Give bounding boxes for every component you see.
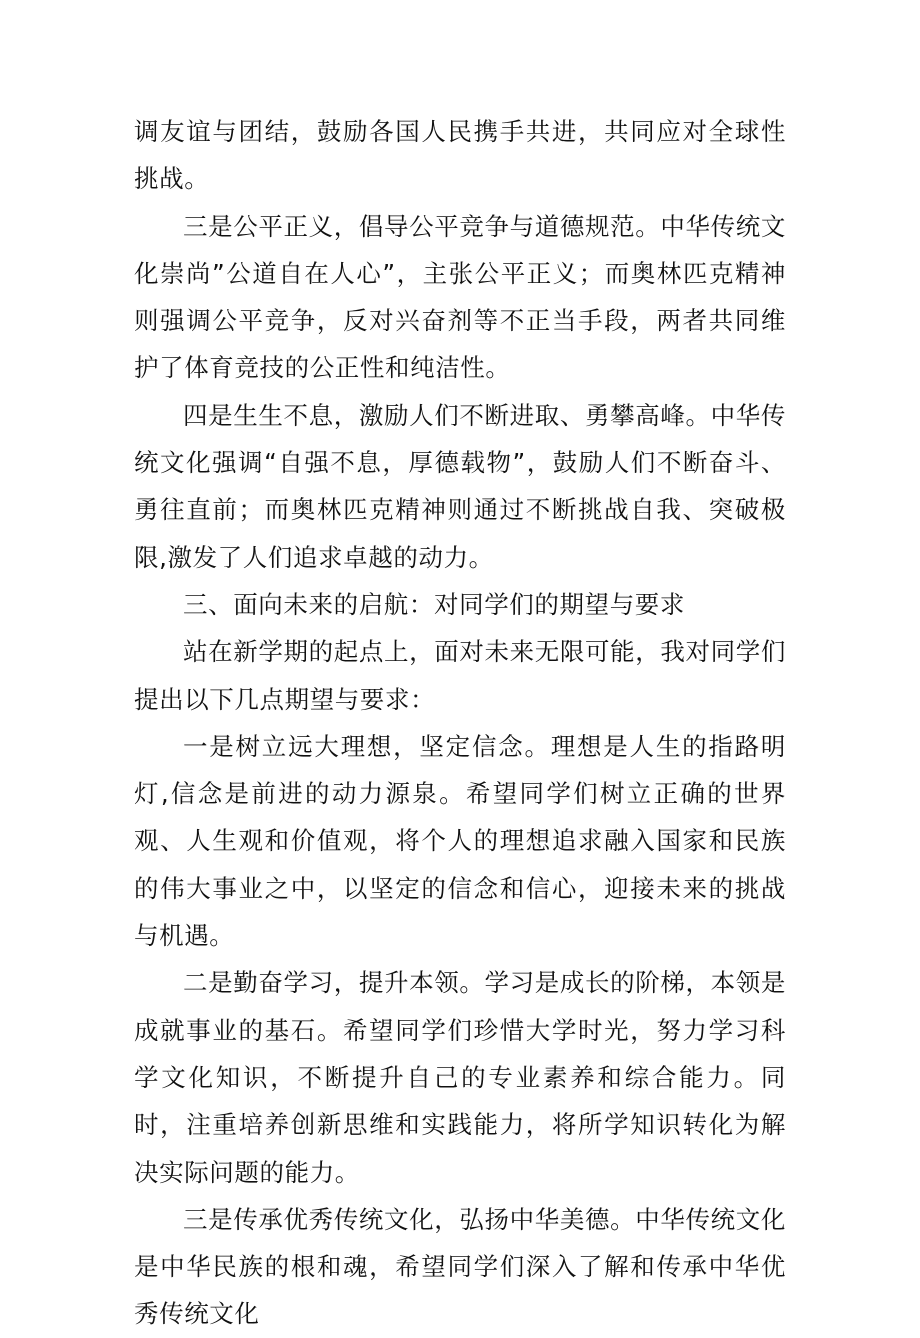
paragraph-7: 二是勤奋学习，提升本领。学习是成长的阶梯，本领是成就事业的基石。希望同学们珍惜大学时光，努力学习科学文化知识，不断提升自己的专业素养和综合能力。同时，注重培养创新思维和实践能力，将所学知识转化为解决实际问题的能力。 xyxy=(134,968,786,1187)
paragraph-8: 三是传承优秀传统文化，弘扬中华美德。中华传统文化是中华民族的根和魂，希望同学们深入了解和传承中华优秀传统文化 xyxy=(134,1204,786,1329)
paragraph-2: 三是公平正义，倡导公平竞争与道德规范。中华传统文化崇尚”公道自在人心”，主张公平正义；而奥林匹克精神则强调公平竞争，反对兴奋剂等不正当手段，两者共同维护了体育竞技的公正性和纯洁性。 xyxy=(134,211,786,383)
paragraph-5: 站在新学期的起点上，面对未来无限可能，我对同学们提出以下几点期望与要求： xyxy=(134,637,786,714)
document-body xyxy=(134,108,786,1338)
paragraph-6: 一是树立远大理想，坚定信念。理想是人生的指路明灯,信念是前进的动力源泉。希望同学们树立正确的世界观、人生观和价值观，将个人的理想追求融入国家和民族的伟大事业之中，以坚定的信念和信心，迎接未来的挑战与机遇。 xyxy=(134,731,786,951)
section-heading: 三、面向未来的启航：对同学们的期望与要求 xyxy=(183,589,685,619)
paragraph-1: 调友谊与团结，鼓励各国人民携手共进，共同应对全球性挑战。 xyxy=(134,117,786,194)
paragraph-3: 四是生生不息，激励人们不断进取、勇攀高峰。中华传统文化强调“自强不息，厚德载物”，鼓励人们不断奋斗、勇往直前；而奥林匹克精神则通过不断挑战自我、突破极限,激发了人们追求卓越的动力。 xyxy=(134,400,786,572)
